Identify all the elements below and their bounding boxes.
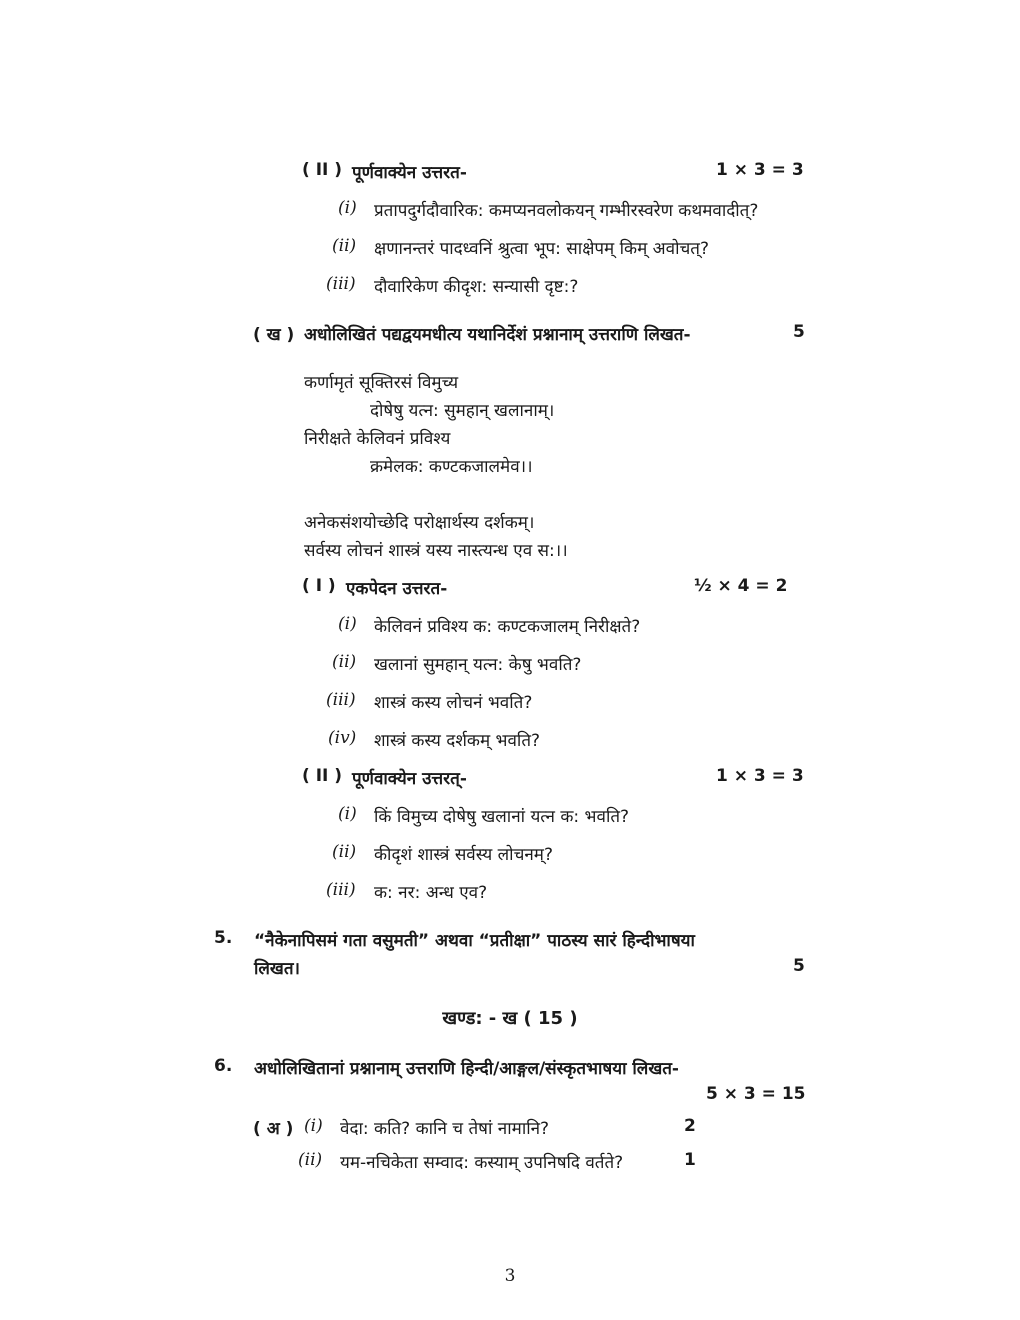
question-5-number: 5. [214, 928, 233, 948]
page-number: 3 [504, 1266, 516, 1286]
question-text: दौवारिकेण कीदृश: सन्यासी दृष्ट:? [374, 277, 579, 297]
question-text: खलानां सुमहान् यत्न: केषु भवति? [374, 655, 582, 675]
part-II-heading: पूर्णवाक्येन उत्तरत- [352, 163, 467, 183]
question-text: शास्त्रं कस्य लोचनं भवति? [374, 693, 533, 713]
question-text: शास्त्रं कस्य दर्शकम् भवति? [374, 731, 541, 751]
question-number: (ii) [332, 652, 357, 672]
question-6-text: अधोलिखितानां प्रश्नानाम् उत्तराणि हिन्दी/आङ्गल/संस्कृतभाषया लिखत- [254, 1059, 679, 1079]
question-number: (i) [304, 1116, 323, 1136]
part-II-marks: 1 × 3 = 3 [716, 766, 804, 786]
sub-question-label: ( अ ) [253, 1119, 294, 1139]
question-number: (i) [338, 198, 357, 218]
section-kha-heading: अधोलिखितं पद्यद्वयमधीत्य यथानिर्देशं प्रश्नानाम् उत्तराणि लिखत- [304, 325, 691, 345]
part-II-label: ( II ) [302, 160, 343, 180]
part-I-label: ( I ) [302, 576, 336, 596]
question-5-text-cont: लिखत। [254, 959, 300, 979]
question-text: यम-नचिकेता सम्वाद: कस्याम् उपनिषदि वर्तते? [340, 1153, 624, 1173]
part-II-label: ( II ) [302, 766, 343, 786]
question-marks: 1 [684, 1150, 696, 1170]
question-6-marks: 5 × 3 = 15 [706, 1084, 806, 1104]
question-number: (ii) [298, 1150, 323, 1170]
question-text: क: नर: अन्ध एव? [374, 883, 488, 903]
part-I-marks: ½ × 4 = 2 [694, 576, 788, 596]
question-text: केलिवनं प्रविश्य क: कण्टकजालम् निरीक्षते? [374, 617, 641, 637]
question-number: (ii) [332, 842, 357, 862]
question-number: (i) [338, 614, 357, 634]
part-II-heading: पूर्णवाक्येन उत्तरत्- [352, 769, 467, 789]
verse-line: कर्णामृतं सूक्तिरसं विमुच्य [304, 373, 459, 393]
question-text: प्रतापदुर्गदौवारिक: कमप्यनवलोकयन् गम्भीरस्वरेण कथमवादीत्? [374, 201, 759, 221]
part-I-heading: एकपेदन उत्तरत- [346, 579, 448, 599]
section-kha-marks: 5 [793, 322, 805, 342]
question-marks: 2 [684, 1116, 696, 1136]
question-text: कीदृशं शास्त्रं सर्वस्य लोचनम्? [374, 845, 553, 865]
question-number: (iii) [326, 274, 356, 294]
question-number: (i) [338, 804, 357, 824]
question-number: (iii) [326, 690, 356, 710]
section-kha-label: ( ख ) [253, 325, 295, 345]
verse-line: निरीक्षते केलिवनं प्रविश्य [304, 429, 451, 449]
question-number: (iii) [326, 880, 356, 900]
verse-line: अनेकसंशयोच्छेदि परोक्षार्थस्य दर्शकम्। [304, 513, 535, 533]
section-heading: खण्ड: - ख ( 15 ) [442, 1008, 578, 1029]
question-5-text: “नैकेनापिसमं गता वसुमती” अथवा “प्रतीक्षा” पाठस्य सारं हिन्दीभाषया [254, 931, 695, 951]
question-number: (iv) [328, 728, 357, 748]
question-text: क्षणानन्तरं पादध्वनिं श्रुत्वा भूप: साक्षेपम् किम् अवोचत्? [374, 239, 709, 259]
question-text: वेदा: कति? कानि च तेषां नामानि? [340, 1119, 550, 1139]
verse-line: क्रमेलक: कण्टकजालमेव।। [370, 457, 533, 477]
question-number: (ii) [332, 236, 357, 256]
part-II-marks: 1 × 3 = 3 [716, 160, 804, 180]
question-text: किं विमुच्य दोषेषु खलानां यत्न क: भवति? [374, 807, 630, 827]
verse-line: सर्वस्य लोचनं शास्त्रं यस्य नास्त्यन्ध एव स:।। [304, 541, 568, 561]
verse-line: दोषेषु यत्न: सुमहान् खलानाम्। [370, 401, 555, 421]
question-5-marks: 5 [793, 956, 805, 976]
question-6-number: 6. [214, 1056, 233, 1076]
